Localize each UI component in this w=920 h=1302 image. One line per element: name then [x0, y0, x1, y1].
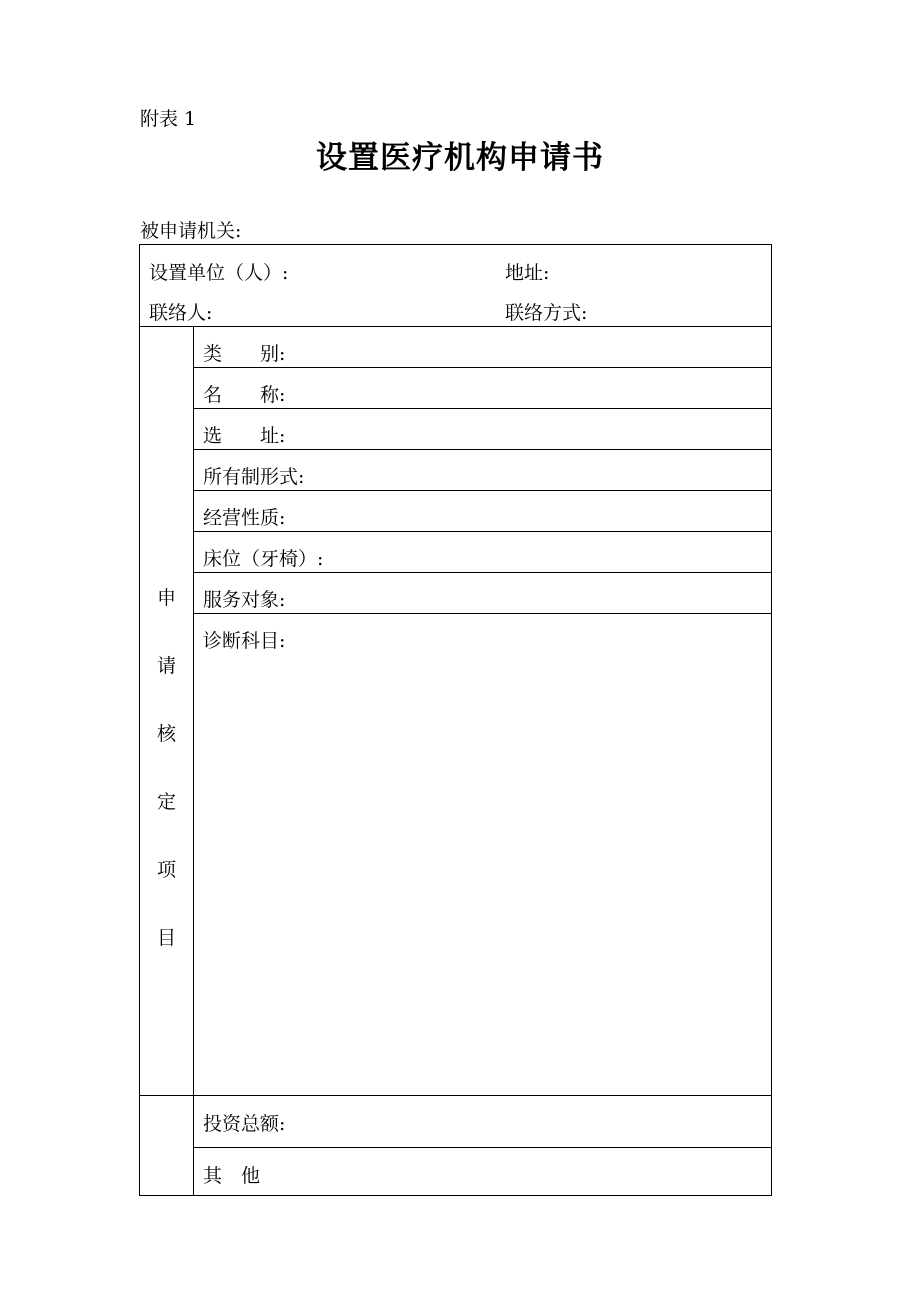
item-name-field[interactable]: 名 称: [203, 384, 286, 406]
address-label: 地址: [505, 262, 550, 284]
row-divider [193, 572, 771, 573]
side-label-char: 核 [156, 723, 176, 745]
side-label-char: 目 [156, 927, 176, 949]
contact-method-label: 联络方式: [505, 302, 588, 324]
item-service-target-field[interactable]: 服务对象: [203, 589, 286, 611]
application-form-table [139, 244, 772, 1196]
row-divider [193, 613, 771, 614]
side-label-char: 定 [156, 791, 176, 813]
side-label-char: 请 [156, 655, 176, 677]
row-divider [193, 408, 771, 409]
row-divider [193, 490, 771, 491]
header-divider [140, 326, 771, 327]
other-field[interactable]: 其 他 [203, 1165, 261, 1187]
item-departments-field[interactable]: 诊断科目: [203, 630, 286, 652]
contact-label: 联络人: [149, 302, 213, 324]
row-divider [193, 449, 771, 450]
side-column-divider [193, 326, 194, 1196]
row-divider [193, 531, 771, 532]
bottom-section-divider [140, 1095, 771, 1096]
unit-label: 设置单位（人）: [149, 262, 289, 284]
item-category-field[interactable]: 类 别: [203, 343, 286, 365]
item-beds-field[interactable]: 床位（牙椅）: [203, 548, 324, 570]
investment-field[interactable]: 投资总额: [203, 1113, 286, 1135]
side-label-char: 项 [156, 859, 176, 881]
page-title: 设置医疗机构申请书 [316, 140, 604, 176]
row-divider [193, 367, 771, 368]
item-site-field[interactable]: 选 址: [203, 425, 286, 447]
authority-label: 被申请机关: [140, 220, 242, 242]
row-divider [193, 1147, 771, 1148]
item-business-nature-field[interactable]: 经营性质: [203, 507, 286, 529]
attachment-label: 附表 1 [140, 108, 197, 130]
side-label-char: 申 [156, 587, 176, 609]
item-ownership-field[interactable]: 所有制形式: [203, 466, 305, 488]
